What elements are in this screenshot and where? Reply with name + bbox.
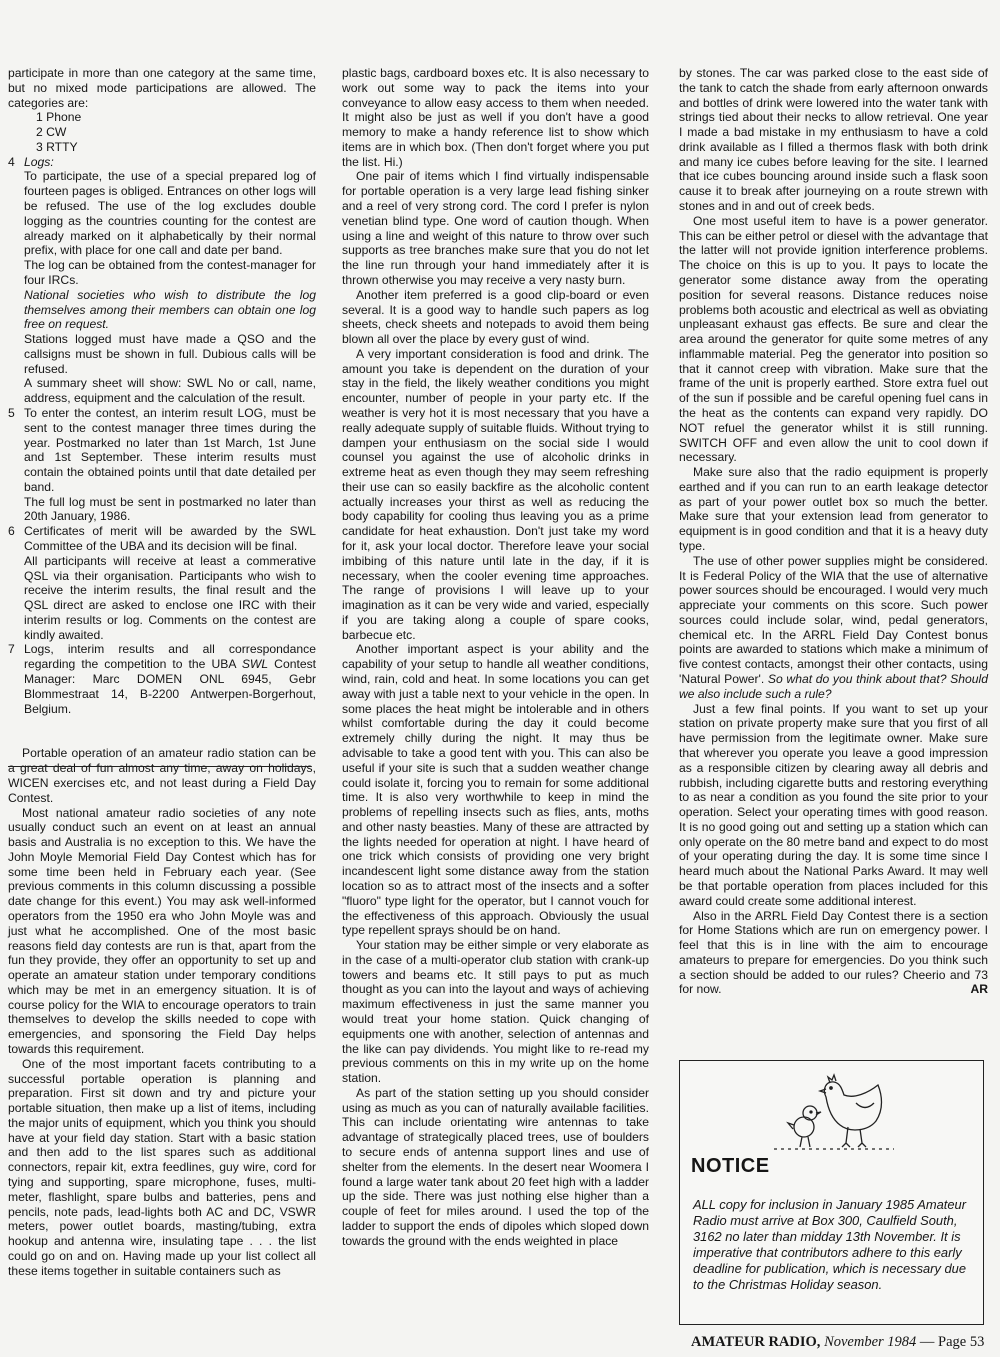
column-2: [342, 66, 649, 1249]
paragraph: To participate, the use of a special prepared log of fourteen pages is obliged. Entrances on other logs will be refused. The use of the log excludes double logging as the countries counting for the contest are already marked on it alphabetically by their normal prefix, with place for one call and date per band.: [24, 169, 316, 258]
text-run: Also in the ARRL Field Day Contest there is a section for Home Stations which are run on emergency power. I feel that this is in line with the aim to encourage amateurs to prepare for emergencies. Do you think such a section should be added to our rules? Cheerio and 73 for now.: [679, 908, 988, 997]
rule-5: [8, 406, 316, 524]
notice-box: [679, 1060, 984, 1325]
rule-4: [8, 155, 316, 406]
paragraph: Your station may be either simple or very elaborate as in the case of a multi-operator club station with crank-up towers and beams etc. It still pays to put as much thought as you can into the layout and ways of achieving maximum effectiveness in just the same manner you would treat your home station. Quick changing of equipments one with another, selection of antennas and the like can pay dividends. You might like to re-read my previous comments on this in my write up on the home station.: [342, 938, 649, 1086]
text-run: So what do you think about that? Should we also include such a rule?: [679, 672, 988, 701]
category-list: [8, 110, 316, 154]
rule-number: 5: [8, 405, 15, 420]
paragraph: One most useful item to have is a power generator. This can be either petrol or diesel with the advantage that the latter will not provide ignition interference problems. The choice on this is up to you. It pays to locate the generator some distance away from the operating position for several reasons. Distance reduces noise problems both acoustic and electrical as well as obviating unpleasant exhaust gas effects. Be sure and clear the area around the generator for quite some metres of any inflammable material. Peg the generator into position so that it cannot creep with vibration. Make sure that the frame of the unit is properly earthed. Store extra fuel out of the sun if possible and be careful opening fuel cans in the heat as the contents can expand very rapidly. DO NOT refuel the generator whilst it is still running. SWITCH OFF and even allow the unit to cool down if necessary.: [679, 213, 988, 465]
rule-6: [8, 524, 316, 642]
column-1: [8, 66, 316, 1279]
paragraph: [24, 642, 316, 716]
text-run: Contest Manager: Marc DOMEN ONL 6945, Gebr Blommestraat 14, B-2200 Antwerpen-Borgerhout, Belgium.: [24, 657, 317, 716]
notice-text: ALL copy for inclusion in January 1985 Amateur Radio must arrive at Box 300, Caulfield South, 3162 no later than midday 13th November. It is imperative that contributors adhere to this early deadline for publication, which is necessary due to the Christmas Holiday season.: [693, 1197, 967, 1293]
rule-number: 7: [8, 642, 15, 657]
text-run: The use of other power supplies might be considered. It is Federal Policy of the WIA that the use of alternative power sources should be encouraged. I would very much appreciate your comments on this score. Such power sources could include solar, wind, pedal generators, chemical etc. In the ARRL Field Day Contest bonus points are awarded to stations which make a minimum of five contest contacts, amongst their other contacts, using 'Natural Power'.: [679, 553, 988, 687]
text-run: SWL: [241, 657, 269, 672]
section-divider: [8, 766, 311, 767]
category-item: 1 Phone: [36, 110, 82, 125]
paragraph: Portable operation of an amateur radio station can be a great deal of fun almost any time, away on holidays, WICEN exercises etc, and not least during a Field Day Contest.: [8, 746, 316, 805]
paragraph: by stones. The car was parked close to the east side of the tank to catch the shade from early afternoon onwards and bottles of drink were lowered into the water tank with strings tied about their necks to allow retrieval. One year I made a bad mistake in my enthusiasm to have a cold drink available as I filled a thermos flask with both drink and many ice cubes before leaving for the site. I learned that ice cubes bouncing around inside such a flask soon cause it to break after journeying on a route strewn with stones and in and out of creek beds.: [679, 66, 988, 214]
paragraph: Another item preferred is a good clip-board or even several. It is a good way to handle such papers as log sheets, check sheets and notepads to avoid them being blown all over the place by every gust of wind.: [342, 287, 649, 347]
text-run: Logs, interim results and all correspondance regarding the competition to the UBA: [24, 642, 316, 672]
rule-number: 4: [8, 154, 15, 169]
footer-dash: —: [919, 1334, 935, 1350]
paragraph: All participants will receive at least a commerative QSL via their organisation. Participants who wish to receive the interim results, the final result and the QSL direct are asked to enclose one IRC with their interim results or log. Comments on the contest are kindly awaited.: [24, 553, 316, 642]
notice-title: NOTICE: [691, 1155, 770, 1177]
paragraph: Most national amateur radio societies of any note usually conduct such an event on at least an annual basis and Australia is no exception to this. We have the John Moyle Memorial Field Day Contest which has for some time been held in February each year. (See previous comments in this column discussing a possible date change for this event.) You may ask well-informed operators from the 1950 era who John Moyle was and just what he accomplished. One of the most basic reasons field day contests are run is that, apart from the fun they provide, they offer an opportunity to set up and operate an amateur station under temporary conditions which may be met in an emergency situation. It is of course policy for the WIA to encourage operators to train themselves to develop the skills needed to cope with emergencies, and sponsoring the Field Day helps towards this requirement.: [8, 805, 316, 1056]
paragraph: One of the most important facets contributing to a successful portable operation is planning and preparation. First sit down and try and picture your portable situation, then make up a list of items, including the major units of equipment, which you think you should have at your field day station. Start with a basic station and then add to the list spares such as additional connectors, repair kit, extra feedlines, guy wire, cord for tying and supporting, spare microphone, fuses, multi-meter, flashlight, spare bulbs and batteries, pens and pencils, note pads, lead-lights both AC and DC, VSWR meters, power outlet boards, masting/tubing, extra hookup and antenna wire, insulating tape . . . the list could go on and on. Having made up your list collect all these items together in suitable containers such as: [8, 1056, 316, 1278]
paragraph: National societies who wish to distribute the log themselves among their members can obtain one log free on request.: [24, 287, 316, 332]
paragraph: A very important consideration is food and drink. The amount you take is dependent on the duration of your stay in the field, the likely weather conditions you might encounter, number of people in your party etc. If the weather is very hot it is most necessary that you have a really adequate supply of suitable fluids. Without trying to dampen your enthusiasm on the social side I would counsel you against the use of alcoholic drinks in extreme heat as even though they may seem refreshing their use can so easily backfire as the alcoholic content actually increases your thirst as well as reducing the body capability for cooling thus leaving you as a prime candidate for heat exhaustion. Don't just take my word for it, ask your local doctor. Therefore leave your social imbibing of this nature until late in the day, if it is necessary, when the cooler evening time approaches. The range of provisions I will leave up to your imagination as it can be very wide and varied, especially if you are taking along a couple of spare cooks, barbecue etc.: [342, 346, 649, 642]
paragraph: participate in more than one category at the same time, but no mixed mode participations are allowed. The categories are:: [8, 66, 316, 110]
page-footer: [691, 1334, 991, 1351]
column-3: [679, 66, 988, 997]
paragraph: To enter the contest, an interim result LOG, must be sent to the contest manager three times during the year. Postmarked no later than 1st March, 1st June and 1st September. These interim results must contain the obtained points until that date detailed per band.: [24, 405, 316, 494]
paragraph: plastic bags, cardboard boxes etc. It is also necessary to work out some way to pack the items into your conveyance to allow easy access to them when needed. It might also be just as well if you don't have a good memory to make a handy reference list to show which items are in which box. (Then don't forget where you put the list. Hi.): [342, 66, 649, 169]
paragraph: Certificates of merit will be awarded by the SWL Committee of the UBA and its decision will be final.: [24, 524, 316, 553]
paragraph: The full log must be sent in postmarked no later than 20th January, 1986.: [24, 494, 316, 524]
paragraph: Make sure also that the radio equipment is properly earthed and if you can run to an earth leakage detector as part of your power outlet box so much the better. Make sure that your extension lead from generator to equipment is in good condition and that it is a heavy duty type.: [679, 465, 988, 553]
paragraph: Stations logged must have made a QSO and the callsigns must be shown in full. Dubious calls will be refused.: [24, 332, 316, 376]
category-item: 3 RTTY: [36, 139, 78, 154]
paragraph: The log can be obtained from the contest-manager for four IRCs.: [24, 258, 316, 287]
paragraph: Another important aspect is your ability and the capability of your setup to handle all weather conditions, wind, rain, cold and heat. In some locations you can get away with just a table next to your vehicle in the open. In some places the heat might be intolerable and in others whilst comfortable during the day it could become extremely chilly during the night. It may thus be advisable to take a good tent with you. This can also be useful if your site is such that a sudden weather change could isolate it, forcing you to remain for some additional time. It is also very worthwhile to keep in mind the problems of repelling insects such as flies, ants, moths and other nasty beasties. Many of these are attracted by the lights needed for operation at night. I have heard of one trick which consists of providing one very bright incandescent light some distance away from the station location so as to attract most of the insects and a softer "fluoro" type light for the operator, but I cannot vouch for the effectiveness of this approach. Obviously the usual type repellent sprays should be on hand.: [342, 642, 649, 938]
chick-and-hen-icon: [764, 1069, 904, 1155]
paragraph: One pair of items which I find virtually indispensable for portable operation is a very large lead fishing sinker and a reel of very strong cord. The cord I prefer is nylon venetian blind type. One word of caution though. When using a line and weight of this nature to throw over such supports as tree branches make sure that you do not let the line run through your hand immediately after it is thrown otherwise you may receive a very nasty burn.: [342, 169, 649, 287]
paragraph: As part of the station setting up you should consider using as much as you can of naturally available facilities. This can include orientating wire antennas to take advantage of strategically placed trees, use of boulders to secure ends of antenna support lines and use of shelter from the elements. In the desert near Woomera I found a large water tank about 20 feet high with a ladder up the side. There was just nothing else higher than a couple of feet for miles around. I used the top of the ladder to support the ends of dipoles which sloped down towards the ground with the ends weighted in place: [342, 1085, 649, 1248]
issue-date: November 1984: [824, 1334, 917, 1350]
paragraph: Just a few final points. If you want to set up your station on private property make sure that you first of all have permission from the legitimate owner. Make sure that wherever you operate you leave a good impression as a responsible citizen by clearing away all debris and rubbish, including cigarette butts and restoring everything to as near a condition as you found the site prior to your operation. Select your operating times with good reason. It is no good going out and setting up a station which can only operate on the 80 metre band and expect to do most of your operating during the day. It is some time since I heard much about the National Parks Award. It may well be that portable operation from places included for this award could create some additional interest.: [679, 701, 988, 908]
publication-name: AMATEUR RADIO,: [691, 1334, 821, 1350]
paragraph: A summary sheet will show: SWL No or call, name, address, equipment and the calculation of the result.: [24, 376, 316, 406]
category-item: 2 CW: [36, 125, 67, 140]
page-number: Page 53: [938, 1334, 985, 1350]
signoff: AR: [970, 982, 988, 997]
paragraph: [679, 909, 988, 998]
rule-number: 6: [8, 524, 15, 539]
paragraph: [679, 554, 988, 702]
rule-title: Logs:: [24, 154, 54, 169]
rule-7: [8, 642, 316, 716]
